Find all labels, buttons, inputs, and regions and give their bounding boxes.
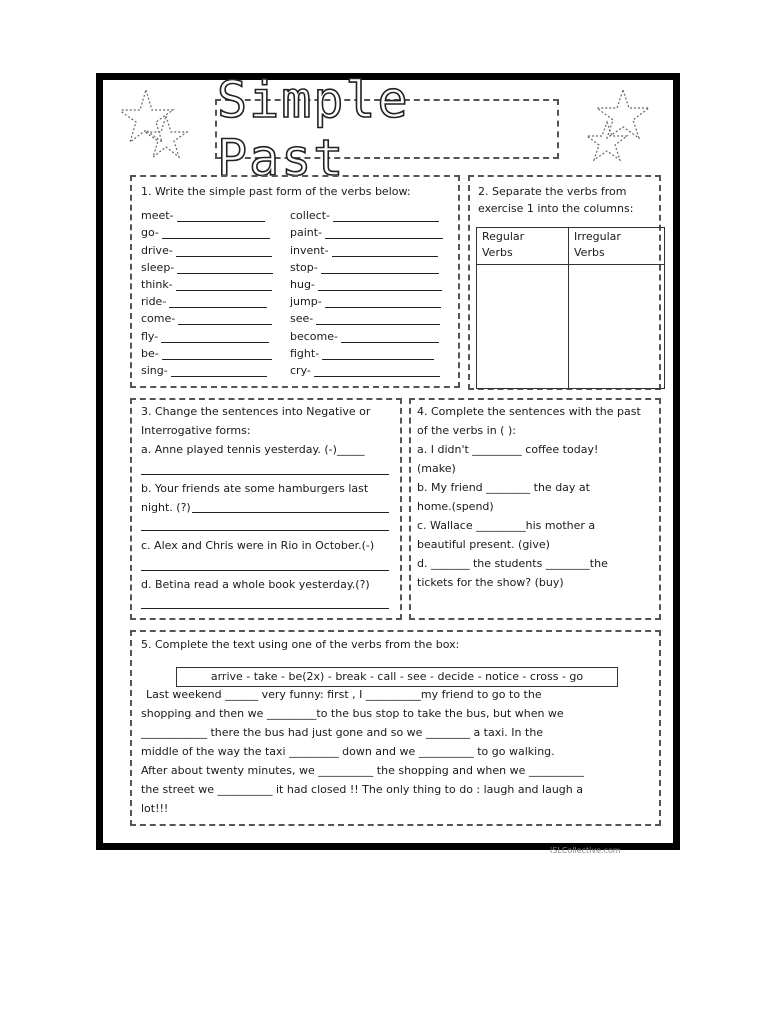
watermark: iSLCollective.com bbox=[550, 846, 621, 855]
exercise-4-item-a-line-1: a. I didn't _________ coffee today! bbox=[417, 443, 599, 456]
answer-blank[interactable] bbox=[341, 332, 439, 343]
answer-blank[interactable] bbox=[333, 211, 439, 222]
answer-blank[interactable] bbox=[161, 332, 269, 343]
exercise-4-heading-line-2: of the verbs in ( ): bbox=[417, 424, 516, 437]
exercise-2-heading-line-2: exercise 1 into the columns: bbox=[478, 202, 634, 215]
text-line: ____________ there the bus had just gone and so we ________ a taxi. In the bbox=[141, 726, 544, 739]
text-line: Last weekend ______ very funny: first , I __________my friend to go to the bbox=[146, 688, 542, 701]
answer-line[interactable] bbox=[141, 530, 389, 531]
text-line: shopping and then we _________to the bus stop to take the bus, but when we bbox=[141, 707, 564, 720]
worksheet bbox=[96, 73, 680, 850]
exercise-4-item-b-line-2: home.(spend) bbox=[417, 500, 494, 513]
verb-word-box: arrive - take - be(2x) - break - call - see - decide - notice - cross - go bbox=[176, 667, 618, 687]
verb-item: sing- bbox=[141, 360, 273, 377]
exercise-5-box bbox=[130, 630, 661, 826]
exercise-4-box bbox=[409, 398, 661, 620]
answer-line[interactable] bbox=[141, 608, 389, 609]
verb-item: drive- bbox=[141, 239, 273, 256]
answer-line[interactable] bbox=[141, 570, 389, 571]
exercise-1-heading: 1. Write the simple past form of the verbs below: bbox=[141, 185, 411, 198]
verb-item: come- bbox=[141, 308, 273, 325]
verb-item: fly- bbox=[141, 325, 273, 342]
exercise-3-heading-line-1: 3. Change the sentences into Negative or bbox=[141, 405, 371, 418]
text-line: After about twenty minutes, we __________ the shopping and when we __________ bbox=[141, 764, 584, 777]
answer-blank[interactable] bbox=[318, 280, 442, 291]
verb-columns-table bbox=[476, 227, 665, 389]
exercise-3-box bbox=[130, 398, 402, 620]
exercise-2-box bbox=[468, 175, 661, 390]
exercise-4-item-b-line-1: b. My friend ________ the day at bbox=[417, 481, 590, 494]
verb-item: collect- bbox=[290, 205, 443, 222]
star-cluster-left-icon bbox=[121, 88, 191, 168]
verb-item: invent- bbox=[290, 239, 443, 256]
answer-line[interactable] bbox=[141, 474, 389, 475]
answer-blank[interactable] bbox=[325, 228, 443, 239]
exercise-3-item-b-line-1: b. Your friends ate some hamburgers last bbox=[141, 482, 369, 495]
answer-blank[interactable] bbox=[177, 211, 265, 222]
answer-blank[interactable] bbox=[325, 297, 441, 308]
star-cluster-right-icon bbox=[585, 88, 655, 168]
regular-column-header-line-2: Verbs bbox=[482, 246, 513, 259]
answer-blank[interactable] bbox=[162, 349, 272, 360]
title-box bbox=[215, 71, 559, 187]
irregular-column-header-line-2: Verbs bbox=[574, 246, 605, 259]
verb-item: fight- bbox=[290, 343, 443, 360]
exercise-4-item-d-line-1: d. _______ the students ________the bbox=[417, 557, 608, 570]
verb-item: go- bbox=[141, 222, 273, 239]
exercise-4-item-c-line-2: beautiful present. (give) bbox=[417, 538, 550, 551]
page-title: Simple Past bbox=[217, 71, 410, 187]
exercise-3-heading-line-2: Interrogative forms: bbox=[141, 424, 251, 437]
verb-item: hug- bbox=[290, 274, 443, 291]
answer-blank[interactable] bbox=[169, 297, 267, 308]
verb-item: see- bbox=[290, 308, 443, 325]
answer-blank[interactable] bbox=[314, 366, 440, 377]
verb-item: paint- bbox=[290, 222, 443, 239]
exercise-4-item-d-line-2: tickets for the show? (buy) bbox=[417, 576, 564, 589]
exercise-2-heading-line-1: 2. Separate the verbs from bbox=[478, 185, 627, 198]
verb-item: sleep- bbox=[141, 257, 273, 274]
exercise-3-item-c: c. Alex and Chris were in Rio in October.(-) bbox=[141, 539, 375, 552]
verb-item: meet- bbox=[141, 205, 273, 222]
regular-verbs-column[interactable] bbox=[477, 265, 567, 388]
exercise-3-item-d: d. Betina read a whole book yesterday.(?) bbox=[141, 578, 370, 591]
regular-column-header-line-1: Regular bbox=[482, 230, 525, 243]
answer-blank[interactable] bbox=[177, 263, 273, 274]
answer-blank[interactable] bbox=[322, 349, 434, 360]
answer-blank[interactable] bbox=[321, 263, 439, 274]
answer-blank[interactable] bbox=[171, 366, 267, 377]
exercise-1-left-verbs bbox=[141, 205, 273, 377]
answer-blank[interactable] bbox=[162, 228, 270, 239]
text-line: lot!!! bbox=[141, 802, 169, 815]
text-line: the street we __________ it had closed !! The only thing to do : laugh and laugh a bbox=[141, 783, 583, 796]
answer-line[interactable] bbox=[192, 512, 389, 513]
answer-blank[interactable] bbox=[176, 280, 272, 291]
text-line: middle of the way the taxi _________ down and we __________ to go walking. bbox=[141, 745, 555, 758]
irregular-column-header-line-1: Irregular bbox=[574, 230, 621, 243]
answer-blank[interactable] bbox=[178, 314, 272, 325]
verb-item: be- bbox=[141, 343, 273, 360]
answer-blank[interactable] bbox=[332, 246, 438, 257]
verb-item: jump- bbox=[290, 291, 443, 308]
exercise-1-box bbox=[130, 175, 460, 388]
verb-item: ride- bbox=[141, 291, 273, 308]
answer-blank[interactable] bbox=[316, 314, 440, 325]
verb-item: become- bbox=[290, 325, 443, 342]
answer-blank[interactable] bbox=[176, 246, 272, 257]
verb-item: cry- bbox=[290, 360, 443, 377]
exercise-4-heading-line-1: 4. Complete the sentences with the past bbox=[417, 405, 641, 418]
exercise-1-right-verbs bbox=[290, 205, 443, 377]
exercise-4-item-c-line-1: c. Wallace _________his mother a bbox=[417, 519, 596, 532]
exercise-3-item-b-line-2: night. (?) bbox=[141, 501, 191, 514]
exercise-4-item-a-line-2: (make) bbox=[417, 462, 456, 475]
verb-item: stop- bbox=[290, 257, 443, 274]
exercise-3-item-a: a. Anne played tennis yesterday. (-)_____ bbox=[141, 443, 365, 456]
exercise-5-heading: 5. Complete the text using one of the verbs from the box: bbox=[141, 638, 460, 651]
verb-item: think- bbox=[141, 274, 273, 291]
irregular-verbs-column[interactable] bbox=[569, 265, 664, 388]
